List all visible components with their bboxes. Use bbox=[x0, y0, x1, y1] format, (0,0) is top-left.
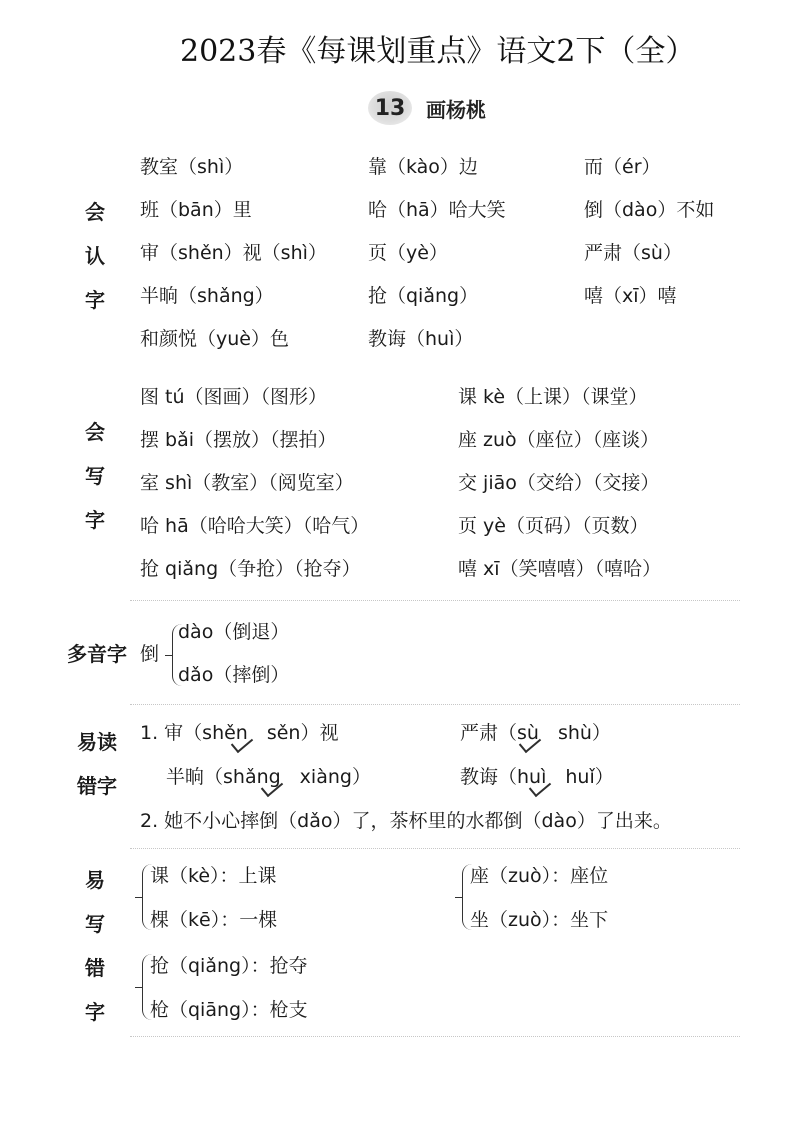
recognize-item: 班（bān）里 bbox=[140, 199, 252, 221]
section-divider bbox=[130, 704, 740, 705]
write-row bbox=[140, 419, 780, 462]
miswrite-item: 枪（qiāng）：枪支 bbox=[150, 999, 308, 1021]
write-item: 座 zuò（座位）（座谈） bbox=[458, 429, 660, 451]
recognize-item: 而（ér） bbox=[584, 156, 661, 178]
recognize-item: 抢（qiǎng） bbox=[368, 285, 479, 307]
section-label-polyphonic: 多音字 bbox=[67, 642, 127, 666]
recognize-row bbox=[140, 146, 780, 189]
lesson-number-badge: 13 bbox=[368, 91, 412, 125]
recognize-item: 教室（shì） bbox=[140, 156, 244, 178]
recognize-char-grid bbox=[140, 146, 780, 361]
write-item: 室 shì（教室）（阅览室） bbox=[140, 472, 354, 494]
write-item: 哈 hā（哈哈大笑）（哈气） bbox=[140, 515, 370, 537]
polyphonic-char: 倒 bbox=[140, 643, 160, 665]
recognize-item: 半晌（shǎng） bbox=[140, 285, 274, 307]
miswrite-item: 坐（zuò）：坐下 bbox=[470, 909, 609, 931]
recognize-item: 和颜悦（yuè）色 bbox=[140, 328, 289, 350]
write-row bbox=[140, 376, 780, 419]
polyphonic-reading: dǎo（摔倒） bbox=[178, 664, 290, 686]
lesson-header bbox=[368, 90, 486, 126]
write-item: 嘻 xī（笑嘻嘻）（嘻哈） bbox=[458, 558, 662, 580]
section-label-write: 会 写 字 bbox=[85, 420, 105, 532]
recognize-row bbox=[140, 275, 780, 318]
section-label-misread: 易读 错字 bbox=[77, 730, 117, 798]
recognize-row bbox=[140, 232, 780, 275]
write-row bbox=[140, 548, 780, 591]
write-char-grid bbox=[140, 376, 780, 591]
recognize-item: 教诲（huì） bbox=[368, 328, 474, 350]
misread-item: 教诲（huì huǐ） bbox=[460, 766, 614, 788]
write-item: 摆 bǎi（摆放）（摆拍） bbox=[140, 429, 337, 451]
write-item: 课 kè（上课）（课堂） bbox=[458, 386, 648, 408]
miswrite-item: 棵（kē）：一棵 bbox=[150, 909, 278, 931]
recognize-item: 嘻（xī）嘻 bbox=[584, 285, 677, 307]
section-label-recognize: 会 认 字 bbox=[85, 200, 105, 312]
recognize-item: 页（yè） bbox=[368, 242, 448, 264]
write-row bbox=[140, 505, 780, 548]
misread-item: 严肃（sù shù） bbox=[460, 722, 611, 744]
section-divider bbox=[130, 848, 740, 849]
recognize-row bbox=[140, 318, 780, 361]
write-item: 抢 qiǎng（争抢）（抢夺） bbox=[140, 558, 361, 580]
miswrite-item: 抢（qiǎng）：抢夺 bbox=[150, 955, 308, 977]
section-label-miswrite: 易 写 错 字 bbox=[85, 868, 105, 1024]
lesson-name: 画杨桃 bbox=[426, 97, 486, 122]
miswrite-item: 课（kè）：上课 bbox=[150, 865, 277, 887]
recognize-item: 靠（kào）边 bbox=[368, 156, 478, 178]
section-divider bbox=[130, 600, 740, 601]
misread-item: 1. 审（shěn sěn）视 bbox=[140, 722, 339, 744]
section-divider bbox=[130, 1036, 740, 1037]
write-row bbox=[140, 462, 780, 505]
recognize-item: 审（shěn）视（shì） bbox=[140, 242, 327, 264]
misread-sentence: 2. 她不小心摔倒（dǎo）了，茶杯里的水都倒（dào）了出来。 bbox=[140, 810, 672, 832]
polyphonic-reading: dào（倒退） bbox=[178, 621, 290, 643]
write-item: 图 tú（图画）（图形） bbox=[140, 386, 328, 408]
recognize-row bbox=[140, 189, 780, 232]
recognize-item: 哈（hā）哈大笑 bbox=[368, 199, 506, 221]
recognize-item: 严肃（sù） bbox=[584, 242, 682, 264]
recognize-item: 倒（dào）不如 bbox=[584, 199, 715, 221]
write-item: 页 yè（页码）（页数） bbox=[458, 515, 649, 537]
misread-item: 半晌（shǎng xiàng） bbox=[166, 766, 371, 788]
write-item: 交 jiāo（交给）（交接） bbox=[458, 472, 660, 494]
document-title: 2023春《每课划重点》语文2下（全） bbox=[180, 34, 696, 69]
miswrite-item: 座（zuò）：座位 bbox=[470, 865, 609, 887]
